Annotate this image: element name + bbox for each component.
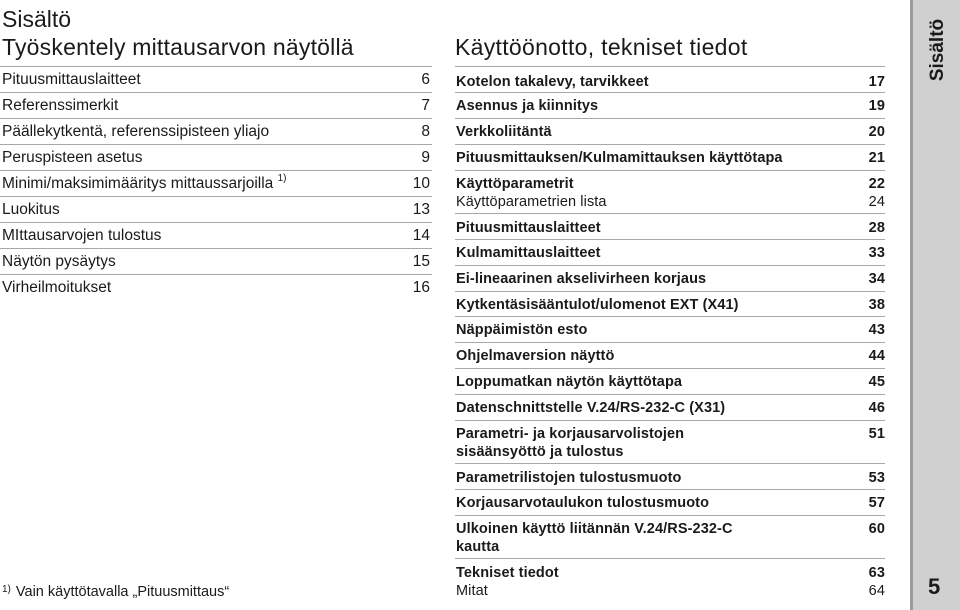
toc-entry[interactable] — [455, 239, 885, 266]
toc-entry[interactable] — [455, 291, 885, 317]
toc-entry-page: 10 — [412, 175, 430, 192]
toc-entry-title: Päällekytkentä, referenssipisteen yliajo — [2, 123, 270, 140]
toc-entry-page: 16 — [412, 279, 430, 296]
toc-entry-page: 21 — [868, 150, 885, 166]
toc-entry[interactable] — [455, 316, 885, 343]
toc-entry-page: 13 — [412, 201, 430, 218]
toc-entry-title: Pituusmittauslaitteet — [456, 220, 601, 236]
toc-entry-page: 19 — [868, 98, 885, 114]
toc-entry[interactable] — [455, 144, 885, 171]
toc-entry[interactable] — [0, 248, 432, 275]
toc-entry-page: 51 — [868, 426, 885, 442]
toc-entry-page: 60 — [868, 521, 885, 537]
toc-entry[interactable] — [455, 66, 885, 93]
toc-entry[interactable] — [455, 420, 885, 464]
toc-entry-page: 45 — [868, 374, 885, 390]
toc-entry-page: 8 — [421, 123, 430, 140]
footnote — [2, 583, 229, 603]
toc-entry-page: 6 — [421, 71, 430, 88]
toc-entry[interactable] — [455, 92, 885, 119]
side-tab — [910, 0, 960, 610]
toc-entry-title — [2, 174, 287, 194]
toc-entry[interactable] — [0, 274, 432, 301]
toc-subentry-title: Mitat — [456, 583, 488, 599]
toc-entry[interactable] — [0, 196, 432, 223]
toc-entry-page: 34 — [868, 271, 885, 287]
toc-entry[interactable] — [455, 265, 885, 292]
toc-entry-title: Käyttöparametrit — [456, 176, 574, 192]
toc-entry-title: Peruspisteen asetus — [2, 149, 143, 166]
page-title: Sisältö — [2, 6, 72, 32]
footnote-mark: 1) — [2, 584, 11, 595]
toc-entry[interactable] — [455, 394, 885, 421]
toc-entry[interactable] — [455, 213, 885, 240]
toc-subentry-page: 24 — [868, 194, 885, 210]
side-tab-divider — [910, 0, 913, 610]
toc-entry[interactable] — [455, 118, 885, 145]
toc-entry[interactable] — [455, 463, 885, 490]
toc-entry[interactable] — [0, 92, 432, 119]
footnote-text: Vain käyttötavalla „Pituusmittaus“ — [15, 584, 230, 600]
toc-entry-title: Parametri- ja korjausarvolistojen — [456, 426, 685, 442]
toc-entry-title: Asennus ja kiinnitys — [456, 98, 599, 114]
toc-entry-page: 46 — [868, 400, 885, 416]
section-heading-display: Työskentely mittausarvon näytöllä — [2, 34, 354, 60]
toc-entry-title-continued: kautta — [456, 539, 500, 555]
toc-entry-page: 33 — [868, 245, 885, 261]
toc-entry-title: Kotelon takalevy, tarvikkeet — [456, 74, 649, 90]
toc-entry[interactable] — [0, 222, 432, 249]
toc-entry[interactable] — [455, 342, 885, 369]
footnote-marker: 1) — [277, 172, 287, 184]
toc-entry-title: Pituusmittauksen/Kulmamittauksen käyttötapa — [456, 150, 783, 166]
toc-entry-title: Loppumatkan näytön käyttötapa — [456, 374, 683, 390]
toc-entry-title: Pituusmittauslaitteet — [2, 71, 141, 88]
toc-entry-page: 38 — [868, 297, 885, 313]
toc-entry-title: Virheilmoitukset — [2, 279, 112, 296]
toc-entry-page: 9 — [421, 149, 430, 166]
toc-entry-title: Tekniset tiedot — [456, 565, 559, 581]
toc-entry-title: Verkkoliitäntä — [456, 124, 552, 140]
toc-entry-title: Ei-lineaarinen akselivirheen korjaus — [456, 271, 707, 287]
toc-entry-title-continued: sisäänsyöttö ja tulostus — [456, 444, 624, 460]
toc-subentry-title: Käyttöparametrien lista — [456, 194, 607, 210]
toc-entry-title: Referenssimerkit — [2, 97, 119, 114]
toc-entry-page: 17 — [868, 74, 885, 90]
toc-entry-page: 44 — [868, 348, 885, 364]
toc-entry-page: 15 — [412, 253, 430, 270]
toc-entry[interactable] — [455, 170, 885, 214]
toc-entry[interactable] — [455, 515, 885, 559]
toc-entry-page: 28 — [868, 220, 885, 236]
toc-entry-page: 14 — [412, 227, 430, 244]
toc-entry[interactable] — [0, 66, 432, 93]
toc-entry-page: 63 — [868, 565, 885, 581]
toc-entry-title: Datenschnittstelle V.24/RS-232-C (X31) — [456, 400, 726, 416]
page-number: 5 — [928, 574, 941, 599]
side-tab-label: Sisältö — [927, 18, 948, 82]
toc-entry-page: 57 — [868, 495, 885, 511]
toc-entry-title: Ulkoinen käyttö liitännän V.24/RS-232-C — [456, 521, 733, 537]
toc-entry-title: Näytön pysäytys — [2, 253, 116, 270]
toc-entry[interactable] — [455, 489, 885, 516]
toc-entry-title: Kytkentäsisääntulot/ulomenot EXT (X41) — [456, 297, 739, 313]
toc-entry-title: Luokitus — [2, 201, 60, 218]
toc-entry-title: Parametrilistojen tulostusmuoto — [456, 470, 682, 486]
toc-entry-title: Ohjelmaversion näyttö — [456, 348, 615, 364]
toc-entry-title: Kulmamittauslaitteet — [456, 245, 601, 261]
toc-entry[interactable] — [0, 118, 432, 145]
toc-entry-title: Näppäimistön esto — [456, 322, 588, 338]
toc-entry[interactable] — [0, 144, 432, 171]
toc-entry-page: 43 — [868, 322, 885, 338]
toc-entry-title: MIttausarvojen tulostus — [2, 227, 162, 244]
toc-entry-title: Korjausarvotaulukon tulostusmuoto — [456, 495, 710, 511]
toc-entry-text: Minimi/maksimimääritys mittaussarjoilla — [2, 175, 274, 192]
toc-entry[interactable] — [455, 558, 885, 607]
toc-entry-page: 22 — [868, 176, 885, 192]
toc-entry[interactable] — [0, 170, 432, 197]
section-heading-setup: Käyttöönotto, tekniset tiedot — [455, 34, 748, 60]
toc-subentry-page: 64 — [868, 583, 885, 599]
toc-entry-page: 53 — [868, 470, 885, 486]
toc-entry-page: 7 — [421, 97, 430, 114]
toc-entry-page: 20 — [868, 124, 885, 140]
toc-entry[interactable] — [455, 368, 885, 395]
